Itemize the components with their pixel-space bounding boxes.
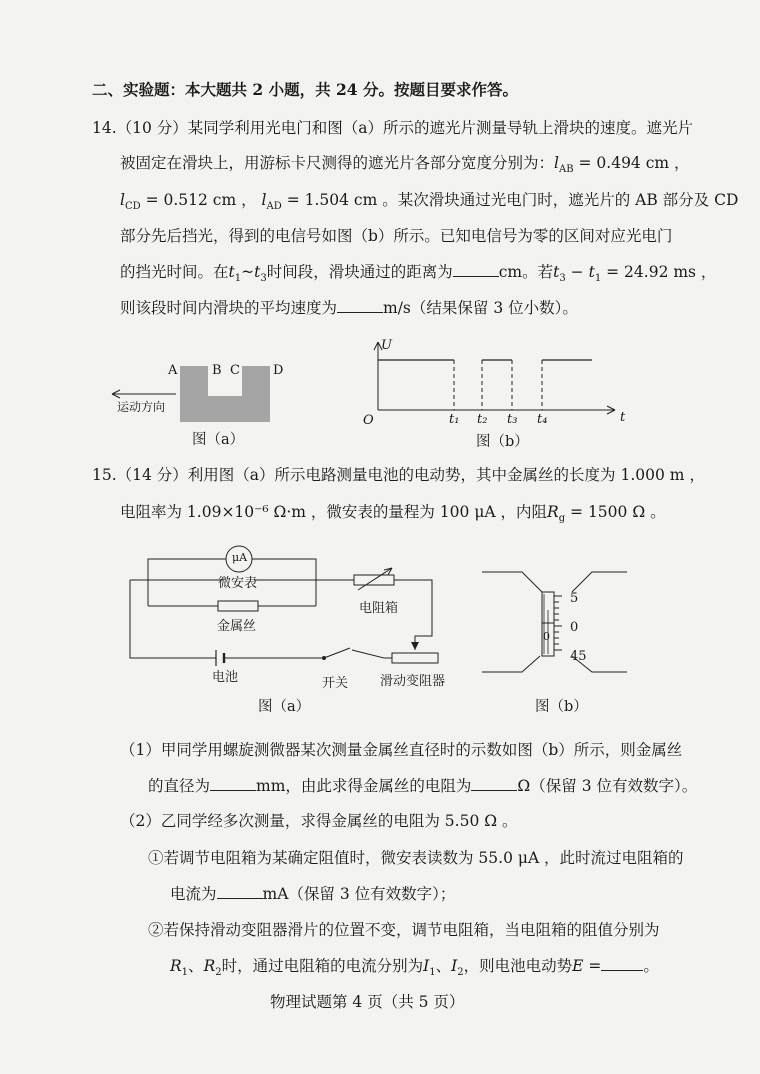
page-footer: 物理试题第 4 页（共 5 页） xyxy=(270,993,465,1011)
q15-part2-1-line2 xyxy=(170,884,455,904)
label-microammeter: 微安表 xyxy=(218,576,258,591)
q14-line6 xyxy=(120,298,578,318)
q14-line5-a: 的挡光时间。在 xyxy=(120,263,229,281)
q15-part1-line2 xyxy=(148,776,697,796)
q15-p2-2b: 时，通过电阻箱的电流分别为 xyxy=(221,957,424,975)
blank-diameter xyxy=(210,776,256,791)
blank-distance xyxy=(453,262,499,277)
q15-part2-2-line1: ②若保持滑动变阻器滑片的位置不变，调节电阻箱，当电阻箱的阻值分别为 xyxy=(148,921,660,939)
blank-velocity xyxy=(337,298,383,313)
micrometer-mark-5: 5 xyxy=(570,591,579,606)
label-switch: 开关 xyxy=(322,676,349,691)
q14-line5: 的挡光时间。在$t_1\sim t_3$时间段，滑块通过的距离为 cm。若$t_3 - t_1 = 24.92$ ms ， xyxy=(120,263,717,285)
q15-circuit-diagram xyxy=(120,540,450,690)
label-direction: 运动方向 xyxy=(117,400,166,414)
meter-label: μA xyxy=(232,551,248,564)
rheostat-symbol xyxy=(392,653,438,663)
label-rheostat: 滑动变阻器 xyxy=(380,674,446,689)
q14-line6-a: 则该段时间内滑块的平均速度为 xyxy=(120,299,338,317)
q15-p1b: 的直径为 xyxy=(148,777,211,795)
q14-caption-a: 图（a） xyxy=(192,432,245,448)
label-t1: t₁ xyxy=(449,412,460,427)
signal-edges xyxy=(454,360,542,410)
label-t2: t₂ xyxy=(477,412,488,427)
q15-caption-b: 图（b） xyxy=(535,699,588,715)
label-t4: t₄ xyxy=(537,412,548,427)
q14-line5-c: cm。若 xyxy=(498,263,554,281)
q15-part2-1-line1: ①若调节电阻箱为某确定阻值时，微安表读数为 55.0 μA ，此时流过电阻箱的 xyxy=(148,849,684,867)
label-U: U xyxy=(381,338,392,353)
resistance-box-arrow xyxy=(358,568,392,590)
section-heading: 二、实验题：本大题共 2 小题，共 24 分。按题目要求作答。 xyxy=(92,80,518,99)
metal-wire-resistor xyxy=(218,601,258,611)
q15-part2: （2）乙同学经多次测量，求得金属丝的电阻为 5.50 Ω 。 xyxy=(120,812,518,830)
thimble-ticks xyxy=(554,596,562,650)
label-battery: 电池 xyxy=(212,670,239,685)
q14-line2-text: 被固定在滑块上，用游标卡尺测得的遮光片各部分宽度分别为： xyxy=(120,154,555,172)
blank-emf xyxy=(601,956,643,971)
q15-p1c: mm，由此求得金属丝的电阻为 xyxy=(256,777,472,795)
label-B: B xyxy=(212,363,222,378)
q15-caption-a: 图（a） xyxy=(258,699,311,715)
label-metal-wire: 金属丝 xyxy=(217,619,257,634)
label-D: D xyxy=(273,363,284,378)
micrometer-mark-0: 0 xyxy=(570,620,579,635)
q14-caption-b: 图（b） xyxy=(476,434,529,450)
micrometer-lower-frame xyxy=(482,656,627,672)
q15-p2-2d: 。 xyxy=(643,957,659,975)
q14-lcd-value: = 0.512 cm ， xyxy=(145,191,257,209)
blank-current xyxy=(217,884,263,899)
q15-part1-line1: （1）甲同学用螺旋测微器某次测量金属丝直径时的示数如图（b）所示，则金属丝 xyxy=(120,741,683,759)
q14-line5-b: 时间段，滑块通过的距离为 xyxy=(266,263,453,281)
q15-part2-2-line2: $R_1$、$R_2$时，通过电阻箱的电流分别为$I_1$、$I_2$，则电池电动势E = 。 xyxy=(170,957,659,979)
q14-line5-d: = 24.92 ms ， xyxy=(606,263,717,281)
q14-figure-b xyxy=(370,338,630,428)
label-A: A xyxy=(168,363,178,378)
q15-line2-text: 电阻率为 1.09×10⁻⁶ Ω·m ，微安表的量程为 100 μA ，内阻 xyxy=(120,503,548,521)
q15-p2-1b: 电流为 xyxy=(170,885,217,903)
label-C: C xyxy=(230,363,240,378)
q15-p2-2c: ，则电池电动势 xyxy=(463,957,573,975)
q14-line1: 14.（10 分）某同学利用光电门和图（a）所示的遮光片测量导轨上滑块的速度。遮光片 xyxy=(92,119,694,137)
shading-plate xyxy=(180,366,270,422)
q14-line2: 被固定在滑块上，用游标卡尺测得的遮光片各部分宽度分别为：$l_{AB} = 0.494$ cm ， xyxy=(120,154,690,176)
q15-p1d: Ω（保留 3 位有效数字）。 xyxy=(517,777,698,795)
switch-blade xyxy=(324,648,350,658)
q15-micrometer xyxy=(482,570,642,690)
micrometer-upper-frame xyxy=(482,572,627,592)
micrometer-main-0: 0 xyxy=(543,630,550,643)
q14-line6-b: m/s（结果保留 3 位小数）。 xyxy=(383,299,578,317)
q14-line3: $l_{CD} = 0.512$ cm ， $l_{AD} = 1.504$ cm 。某次滑块通过光电门时，遮光片的 AB 部分及 CD xyxy=(120,191,739,213)
blank-resistance xyxy=(471,776,517,791)
q14-line4: 部分先后挡光，得到的电信号如图（b）所示。已知电信号为零的区间对应光电门 xyxy=(120,227,673,245)
q15-line2: 电阻率为 1.09×10⁻⁶ Ω·m ，微安表的量程为 100 μA ，内阻$R_g = 1500$ Ω 。 xyxy=(120,503,666,525)
q15-line2-rg: = 1500 Ω 。 xyxy=(570,503,666,521)
q15-p2-1c: mA（保留 3 位有效数字）； xyxy=(262,885,456,903)
q15-line1: 15.（14 分）利用图（a）所示电路测量电池的电动势，其中金属丝的长度为 1.000 m ， xyxy=(92,466,705,484)
label-t: t xyxy=(620,410,626,425)
q14-lad-value: = 1.504 cm 。某次滑块通过光电门时，遮光片的 AB 部分及 CD xyxy=(286,191,739,209)
label-O: O xyxy=(363,413,374,428)
label-resistance-box: 电阻箱 xyxy=(359,601,399,616)
label-t3: t₃ xyxy=(507,412,518,427)
q14-lab-value: = 0.494 cm ， xyxy=(578,154,690,172)
micrometer-mark-45: 45 xyxy=(570,649,587,664)
slider-lead xyxy=(394,580,432,650)
